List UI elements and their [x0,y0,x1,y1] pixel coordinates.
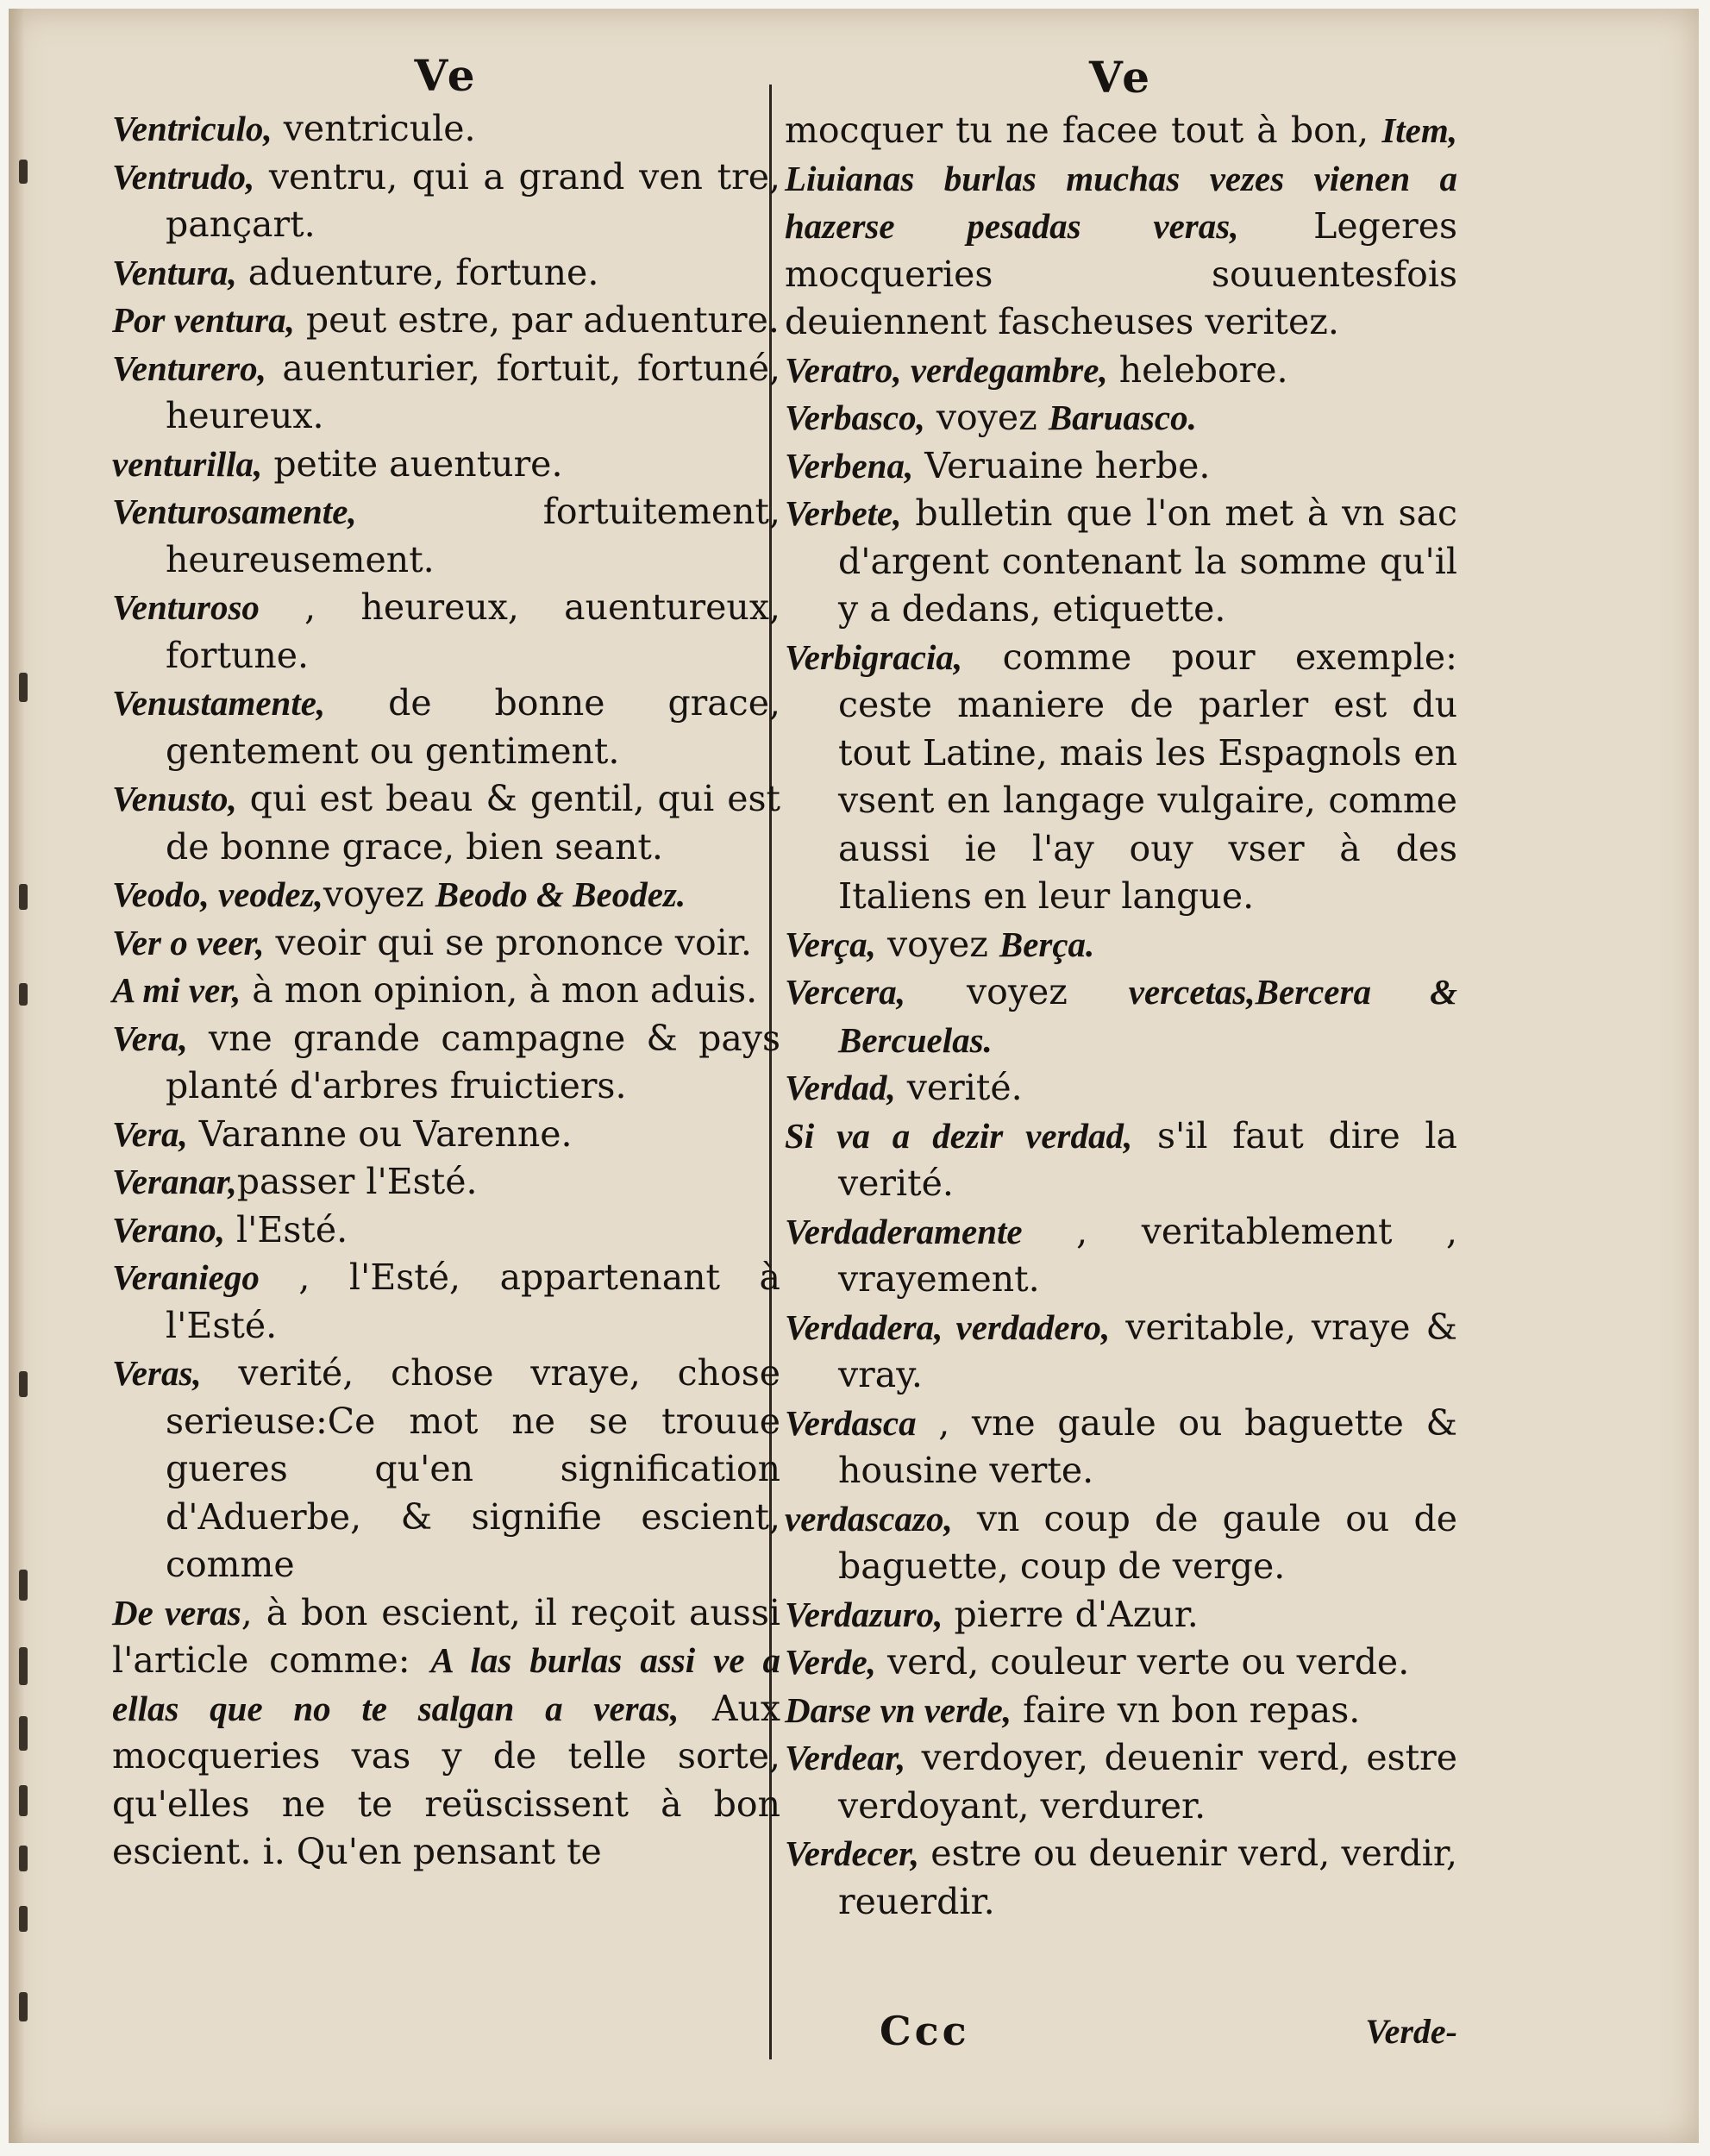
dictionary-entry [112,297,780,345]
dictionary-entry [785,921,1457,969]
entry-definition: ventricule. [272,108,476,149]
dictionary-entry [785,1639,1457,1687]
entry-definition: s'il faut dire la verité. [838,1114,1457,1204]
margin-mark [19,1716,28,1751]
entry-headword: Verdadera, verdadero, [785,1307,1111,1347]
entry-definition: verd, couleur verte ou verde. [875,1641,1410,1683]
entry-headword: verdascazo, [785,1498,953,1539]
dictionary-entry [112,775,780,871]
entry-headword: Veodo, veodez, [112,874,323,914]
entry-example: De veras [112,1592,241,1633]
entry-headword: Ventura, [112,252,237,292]
dictionary-entry [112,871,780,919]
book-page [9,9,1699,2143]
dictionary-entry [785,1830,1457,1926]
entry-headword: Venturoso [112,587,260,627]
entry-headword: Verdad, [785,1068,896,1107]
page-footer [785,2008,1457,2059]
entry-headword: Veras, [112,1353,202,1393]
entry-variant: verdegambre, [901,349,1108,390]
dictionary-entry [785,1687,1457,1735]
dictionary-entry [112,1254,780,1350]
dictionary-entry [112,1350,780,1589]
margin-marks [19,9,45,2143]
entry-headword: Verdazuro, [785,1594,943,1634]
dictionary-entry [785,968,1457,1064]
catchword: Verde- [1365,2012,1457,2051]
margin-mark [19,160,28,184]
dictionary-entry [112,249,780,298]
dictionary-entry [785,634,1457,921]
dictionary-entry [112,345,780,441]
entry-definition: veoir qui se prononce voir. [264,921,752,963]
entry-headword: Verdaderamente [785,1211,1023,1251]
entry-definition: l'Esté. [225,1208,348,1250]
entry-definition: Aux mocqueries vas y de telle sorte, qu'elles ne te reüscissent à bon escient. i. Qu'en pensant te [112,1687,780,1872]
dictionary-entry [785,1495,1457,1591]
margin-mark [19,983,28,1006]
entry-definition: verdoyer, deuenir verd, estre verdoyant, verdurer. [838,1737,1457,1827]
margin-mark [19,1371,28,1397]
entry-crossref: vercetas, [1128,972,1256,1012]
dictionary-entry [112,1206,780,1255]
dictionary-entry [785,442,1457,491]
entry-definition: fortuitement, heureusement. [166,491,780,580]
dictionary-entry [785,1304,1457,1400]
entry-headword: Verdecer, [785,1833,919,1873]
margin-mark [19,884,28,910]
dictionary-entry [112,105,780,154]
dictionary-entry [112,680,780,775]
entry-headword: Verbena, [785,445,914,486]
entry-definition: Varanne ou Varenne. [187,1112,573,1155]
entry-headword: Ventriculo, [112,109,272,148]
dictionary-entry [785,1208,1457,1304]
entry-definition: veritable, vraye & vray. [838,1306,1457,1395]
left-column [112,52,780,1877]
entry-definition: à mon opinion, à mon aduis. [241,969,758,1011]
dictionary-entry [112,1589,780,1877]
entry-definition: aduenture, fortune. [236,251,599,293]
dictionary-entry [112,1158,780,1206]
entry-headword: Venustamente, [112,683,326,723]
entry-crossref: Baruasco. [1048,398,1197,437]
entry-crossref: Beodo & Beodez. [435,874,686,914]
entry-headword: Veranar, [112,1162,237,1201]
entry-definition: verité, chose vraye, chose serieuse:Ce mot ne se trouue gueres qu'en signification d'Aduerbe, & signifie escient, comme [166,1352,780,1585]
entry-definition: voyez [323,874,435,915]
entry-continuation: mocquer tu ne facee tout à bon, [785,110,1382,151]
entry-headword: A mi ver, [112,970,241,1010]
entry-definition: , l'Esté, appartenant à l'Esté. [166,1257,780,1346]
entry-definition: peut estre, par aduenture. [294,299,780,341]
entry-definition: , heureux, auentureux, fortune. [166,586,780,676]
entry-definition: pierre d'Azur. [943,1593,1199,1635]
entry-headword: Verbete, [785,493,902,533]
dictionary-entry [112,488,780,584]
entry-example: A las burlas assi ve a ellas que no te salgan a veras, [112,1640,780,1728]
margin-mark [19,1647,28,1685]
entry-definition: petite auenture. [262,442,563,485]
entry-headword: Verbasco, [785,398,925,437]
entry-definition: , vne gaule ou baguette & housine verte. [838,1401,1457,1491]
entry-headword: Si va a dezir verdad, [785,1115,1133,1156]
margin-mark [19,1846,28,1871]
entry-definition: qui est beau & gentil, qui est de bonne grace, bien seant. [166,778,780,868]
entry-definition: vn coup de gaule ou de baguette, coup de verge. [838,1497,1457,1587]
dictionary-entry [785,1112,1457,1208]
dictionary-entry [112,919,780,968]
entry-definition: , à bon escient, il reçoit aussi l'article comme: [112,1591,780,1681]
dictionary-entry [785,1734,1457,1830]
entry-definition: vne grande campagne & pays planté d'arbres fruictiers. [166,1017,780,1106]
entry-headword: Ventrudo, [112,156,255,197]
margin-mark [19,1906,28,1932]
running-head-right: Ve [1088,52,1153,103]
entry-headword: Darse vn verde, [785,1689,1012,1730]
entry-headword: Verdear, [785,1738,906,1777]
entry-headword: venturilla, [112,443,263,484]
right-entries [785,107,1457,1926]
entry-definition: voyez [875,923,999,965]
running-head-left: Ve [414,50,479,101]
dictionary-entry [112,1111,780,1159]
entry-definition: ventru, qui a grand ven tre, pançart. [166,155,780,245]
entry-definition: estre ou deuenir verd, verdir, reuerdir. [838,1833,1457,1922]
entry-headword: Verano, [112,1209,226,1250]
entry-headword: Por ventura, [112,300,295,340]
margin-mark [19,1785,28,1816]
entry-headword: Venusto, [112,779,237,818]
entry-headword: Venturero, [112,348,266,388]
entry-headword: Vera, [112,1113,188,1154]
signature-mark: Ccc [880,2008,970,2054]
margin-mark [19,1570,28,1601]
entry-headword: Verça, [785,924,876,964]
entry-headword: Veratro, [785,349,902,390]
dictionary-entry [112,1015,780,1111]
dictionary-entry [785,1064,1457,1112]
entry-definition: passer l'Esté. [236,1161,478,1202]
dictionary-entry [112,441,780,489]
dictionary-entry [112,154,780,249]
entry-definition: comme pour exemple: ceste maniere de parler est du tout Latine, mais les Espagnols en vsent en langage vulgaire, comme aussi ie l'ay ouy vser à des Italiens en leur langue. [838,636,1457,917]
entry-headword: Vercera, [785,972,906,1012]
left-entries [112,105,780,1877]
dictionary-entry [785,490,1457,634]
entry-definition: helebore. [1107,348,1288,391]
dictionary-entry [112,584,780,680]
dictionary-entry [785,394,1457,442]
margin-mark [19,1992,28,2021]
entry-crossref: Bercera & Bercuelas. [838,972,1457,1060]
dictionary-entry [785,107,1457,347]
dictionary-entry [785,1400,1457,1495]
entry-headword: Verbigracia, [785,636,963,677]
margin-mark [19,673,28,702]
entry-definition: Veruaine herbe. [913,444,1211,486]
entry-definition: Legeres mocqueries souuentesfois deuiennent fascheuses veritez. [785,205,1457,342]
entry-definition: faire vn bon repas. [1012,1689,1361,1731]
dictionary-entry [785,347,1457,395]
entry-definition: voyez [905,971,1129,1012]
dictionary-entry [112,967,780,1015]
entry-definition: voyez [924,397,1049,438]
entry-headword: Vera, [112,1018,188,1058]
entry-definition: verité. [895,1067,1023,1108]
entry-crossref: Berça. [999,924,1095,964]
entry-headword: Verde, [785,1642,876,1682]
entry-headword: Venturosamente, [112,492,357,531]
entry-headword: Veraniego [112,1257,260,1297]
entry-headword: Verdasca [785,1402,917,1443]
dictionary-entry [785,1591,1457,1639]
entry-definition: bulletin que l'on met à vn sac d'argent contenant la somme qu'il y a dedans, etiquette. [838,492,1457,630]
right-column [785,52,1457,1926]
entry-definition: auenturier, fortuit, fortuné, heureux. [166,347,780,436]
entry-headword: Ver o veer, [112,922,265,962]
entry-example: Item, Liuianas burlas muchas vezes vienen a hazerse pesadas veras, [785,110,1457,246]
entry-definition: , veritablement , vrayement. [838,1210,1457,1300]
entry-definition: de bonne grace, gentement ou gentiment. [166,682,780,772]
